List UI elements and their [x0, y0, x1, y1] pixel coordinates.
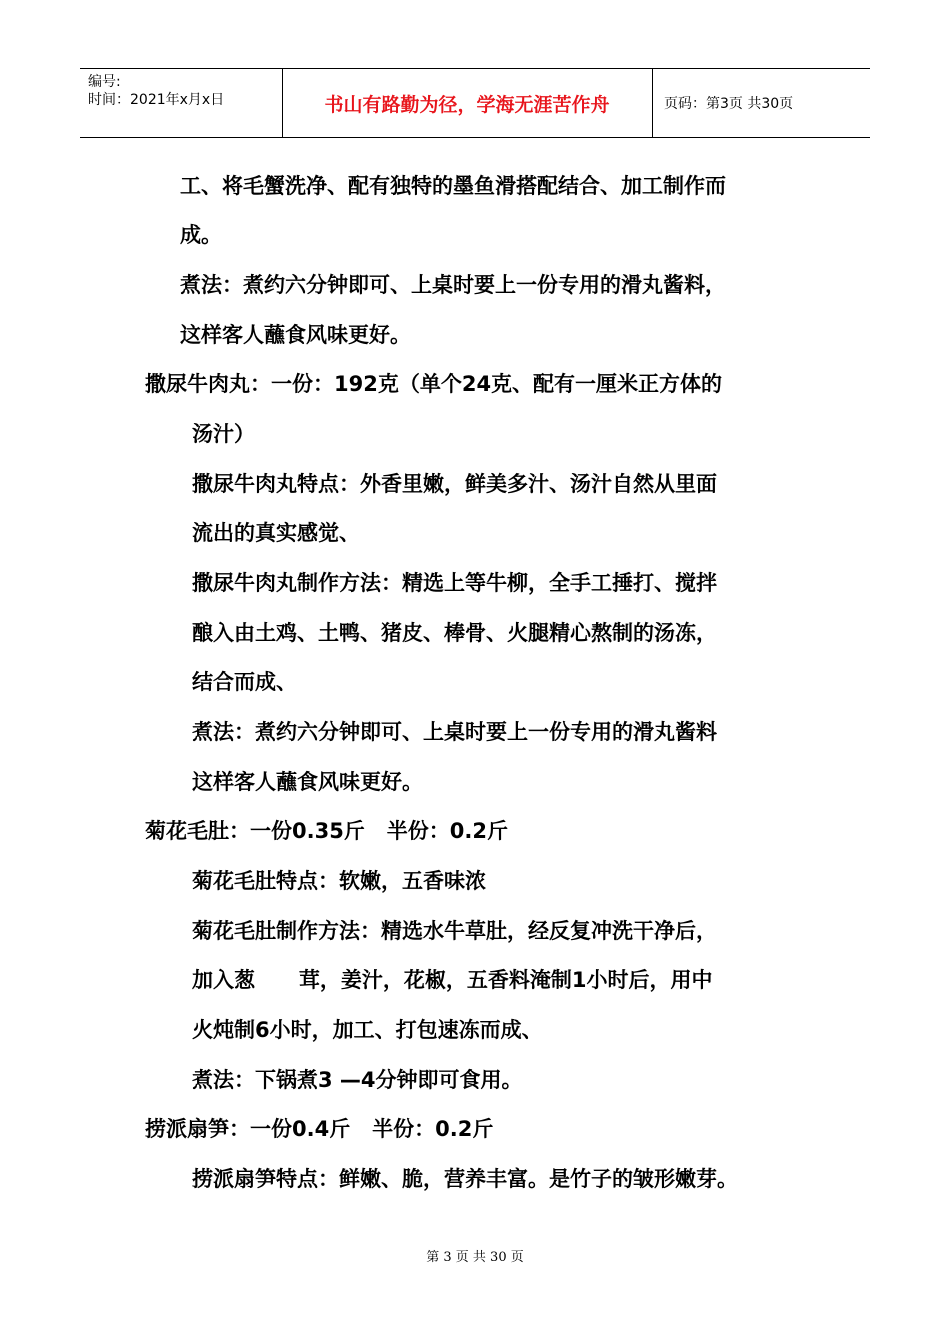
body-line: 捞派扇笋特点：鲜嫩、脆，营养丰富。是竹子的皱形嫩芽。: [192, 1167, 738, 1191]
header-page-number: 页码：第3页 共30页: [664, 96, 794, 112]
body-line: 这样客人蘸食风味更好。: [192, 770, 423, 794]
body-line: 加入葱 茸，姜汁，花椒，五香料淹制1小时后，用中: [192, 968, 713, 992]
header-divider: [652, 69, 653, 137]
page-footer: 第 3 页 共 30 页: [426, 1250, 524, 1265]
body-line: 流出的真实感觉、: [192, 521, 360, 545]
body-line: 酿入由土鸡、土鸭、猪皮、棒骨、火腿精心熬制的汤冻，: [192, 621, 717, 645]
body-line: 火炖制6小时，加工、打包速冻而成、: [192, 1018, 543, 1042]
header-motto: 书山有路勤为径，学海无涯苦作舟: [324, 93, 610, 116]
body-line: 煮法：下锅煮3 —4分钟即可食用。: [192, 1068, 523, 1092]
body-line: 撒尿牛肉丸制作方法：精选上等牛柳，全手工捶打、搅拌: [192, 571, 717, 595]
body-line: 工、将毛蟹洗净、配有独特的墨鱼滑搭配结合、加工制作而: [180, 174, 726, 198]
body-line: 菊花毛肚制作方法：精选水牛草肚，经反复冲洗干净后，: [192, 919, 717, 943]
page-header: [80, 68, 870, 138]
body-line: 这样客人蘸食风味更好。: [180, 323, 411, 347]
header-meta: [88, 73, 224, 109]
body-line: 成。: [180, 223, 222, 247]
body-line: 结合而成、: [192, 670, 297, 694]
item-heading: 撒尿牛肉丸：一份：192克（单个24克、配有一厘米正方体的: [145, 372, 723, 396]
doc-number-label: 编号:: [88, 74, 121, 90]
body-line: 煮法：煮约六分钟即可、上桌时要上一份专用的滑丸酱料，: [180, 273, 726, 297]
body-line: 菊花毛肚特点：软嫩，五香味浓: [192, 869, 486, 893]
body-line: 汤汁）: [192, 422, 255, 446]
item-heading: 捞派扇笋：一份0.4斤 半份：0.2斤: [145, 1117, 494, 1141]
body-line: 撒尿牛肉丸特点：外香里嫩，鲜美多汁、汤汁自然从里面: [192, 472, 717, 496]
doc-date-label: 时间：2021年x月x日: [88, 92, 225, 108]
body-line: 煮法：煮约六分钟即可、上桌时要上一份专用的滑丸酱料: [192, 720, 717, 744]
item-heading: 菊花毛肚：一份0.35斤 半份：0.2斤: [145, 819, 508, 843]
